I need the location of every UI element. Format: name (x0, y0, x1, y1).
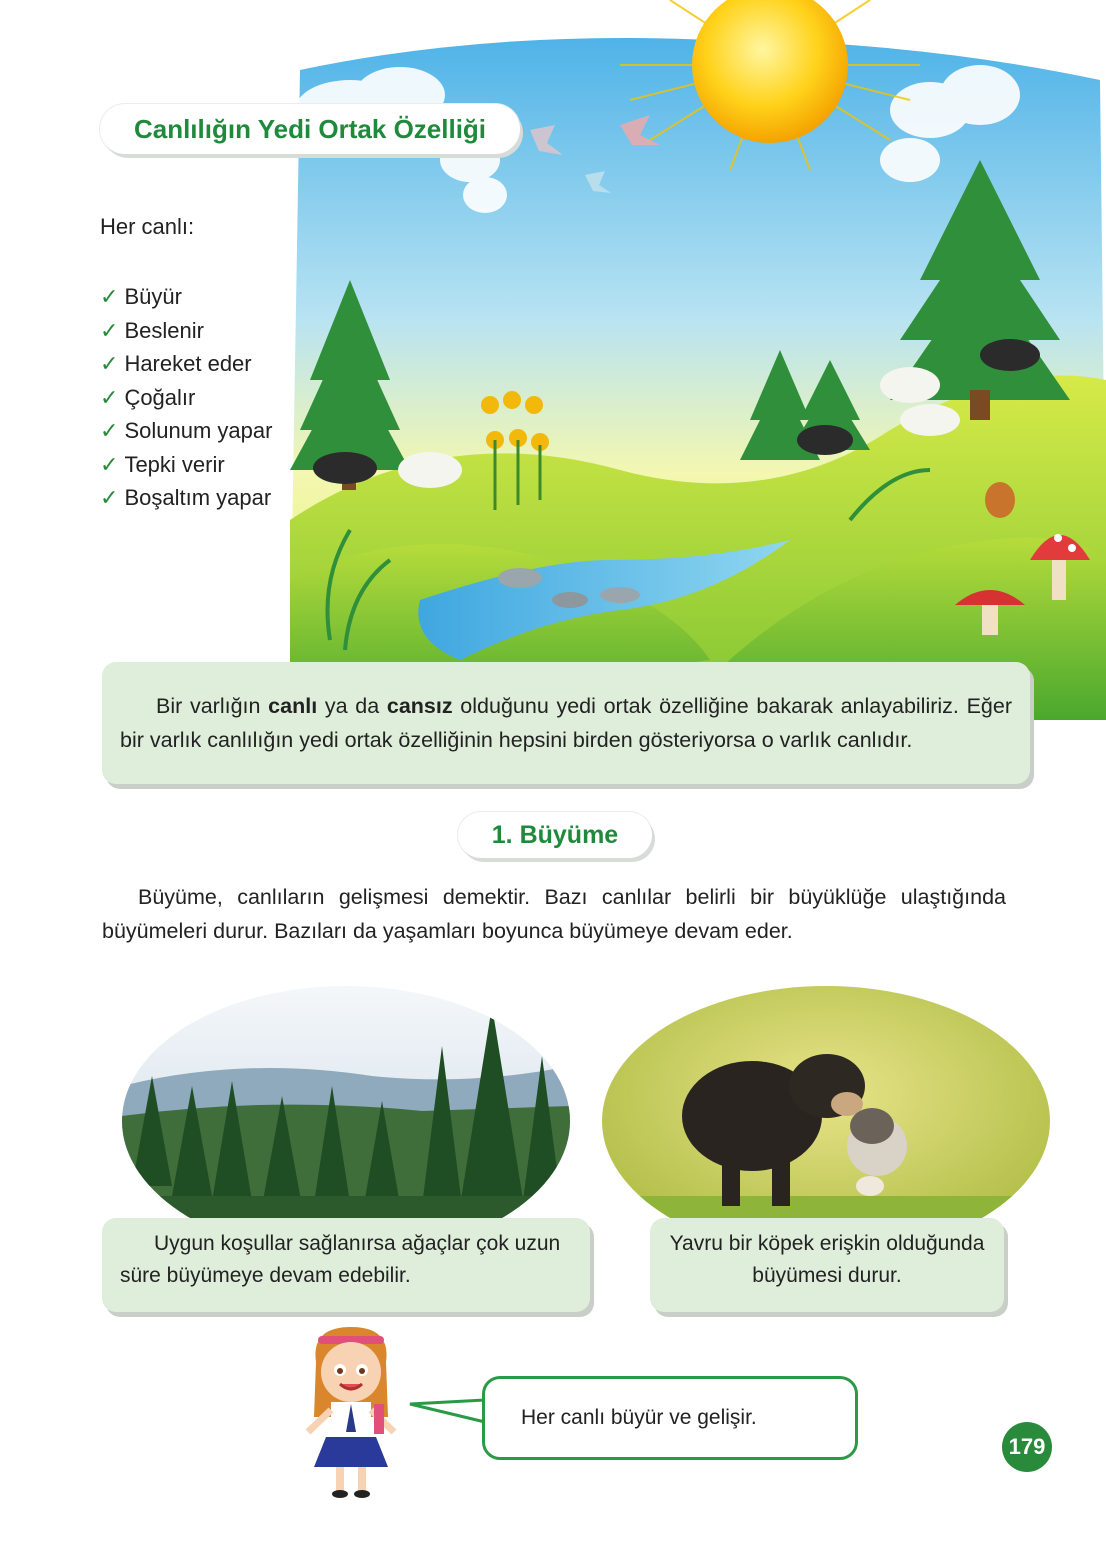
growth-paragraph: Büyüme, canlıların gelişmesi demektir. Bazı canlılar belirli bir büyüklüğe ulaştığında büyümeleri durur. Bazıları da yaşamları boyunca büyümeye devam eder. (102, 885, 1006, 943)
check-icon: ✓ (100, 485, 119, 510)
page-number: 179 (1002, 1422, 1052, 1472)
info-text: Bir varlığın canlı ya da cansız olduğunu yedi ortak özelliğine bakarak anlayabiliriz. Eğer bir varlık canlılığın yedi ortak özelliğinin hepsini birden gösteriyorsa o varlık canlıdır. (120, 694, 1013, 752)
speech-bubble: Her canlı büyür ve gelişir. (482, 1376, 858, 1460)
check-icon: ✓ (100, 317, 119, 343)
forest-photo (122, 986, 570, 1256)
intro-text: Her canlı: (100, 214, 195, 239)
list-item: ✓ Büyür (100, 284, 182, 309)
list-item: ✓ Tepki verir (100, 451, 225, 477)
list-item: ✓ Hareket eder (100, 351, 252, 376)
features-checklist (100, 280, 272, 515)
info-box (102, 662, 1030, 784)
dog-caption: Yavru bir köpek erişkin olduğunda büyümesi durur. (650, 1218, 1004, 1312)
list-item: ✓ Boşaltım yapar (100, 485, 272, 510)
check-icon: ✓ (100, 351, 119, 376)
bold-canli: canlı (268, 694, 318, 718)
speech-bubble-tail (408, 1392, 488, 1432)
chapter-title: Canlılığın Yedi Ortak Özelliği (100, 104, 520, 154)
list-item: ✓ Beslenir (100, 317, 204, 343)
check-icon: ✓ (100, 384, 119, 410)
section-title: 1. Büyüme (458, 812, 652, 858)
dog-and-puppy-photo (602, 986, 1050, 1256)
bold-cansiz: cansız (386, 694, 453, 718)
trees-caption: Uygun koşullar sağlanırsa ağaçlar çok uzun süre büyümeye devam edebilir. (102, 1218, 590, 1312)
list-item: ✓ Çoğalır (100, 384, 196, 410)
check-icon: ✓ (100, 418, 119, 443)
list-item: ✓ Solunum yapar (100, 418, 273, 443)
check-icon: ✓ (100, 284, 119, 309)
girl-character-illustration (296, 1322, 406, 1502)
check-icon: ✓ (100, 451, 119, 477)
